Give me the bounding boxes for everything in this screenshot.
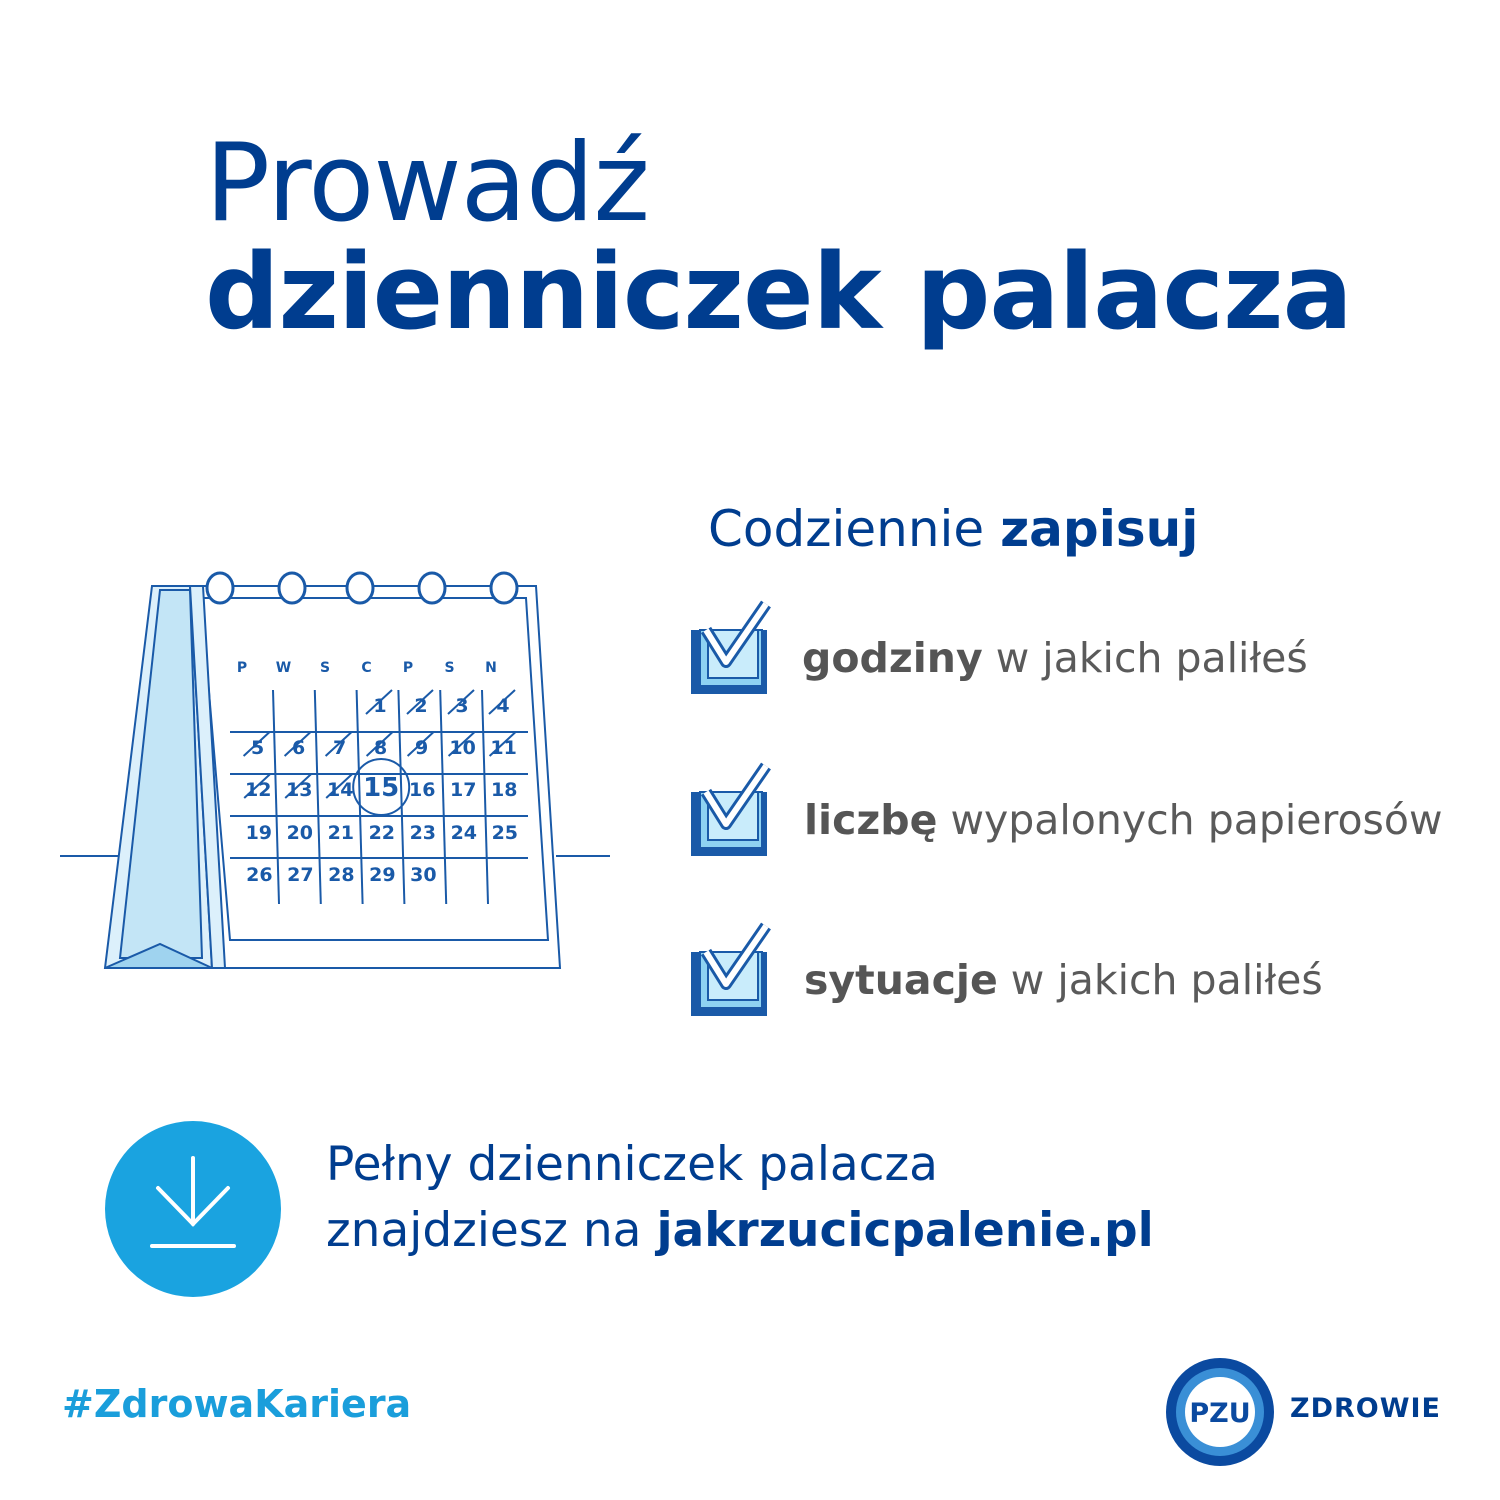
calendar-day: 26 [246,864,273,886]
calendar-day: 27 [287,864,314,886]
logo-mark: PZU [1189,1398,1251,1429]
hashtag: #ZdrowaKariera [62,1382,412,1426]
calendar-day: 28 [328,864,355,886]
page-title [205,121,1352,353]
calendar-weekday: N [485,660,497,676]
calendar-day: 12 [244,779,272,801]
checklist-item [688,922,1468,1022]
calendar-day: 8 [373,737,388,759]
checklist-item-bold: liczbę [804,796,938,844]
calendar-weekday: S [319,660,331,676]
calendar-weekday: P [236,660,248,676]
checklist-item-bold: sytuacje [804,956,998,1004]
calendar-today: 15 [363,773,400,803]
calendar-day: 4 [496,695,510,717]
checkbox-checked-icon [688,762,772,858]
checklist-heading [708,500,1198,558]
calendar-day: 1 [373,695,387,717]
checklist-item-text: wypalonych papierosów [937,796,1443,844]
calendar-day: 24 [450,822,478,844]
download-line-2-plain: znajdziesz na [326,1203,657,1258]
desk-calendar-illustration [60,568,620,978]
download-arrow-icon[interactable] [104,1120,282,1298]
calendar-weekday: C [361,660,372,676]
calendar-weekday: S [444,660,455,676]
calendar-day: 7 [332,737,347,759]
checklist-item [688,600,1468,700]
calendar-day: 23 [409,822,437,844]
title-line-1: Prowadź [205,121,650,246]
calendar-weekday: W [275,660,292,676]
calendar-day: 18 [490,779,518,801]
calendar-day: 13 [285,779,313,801]
calendar-day: 19 [245,822,273,844]
calendar-day: 9 [414,737,429,759]
checklist-item-text: w jakich paliłeś [982,634,1308,682]
calendar-day: 10 [449,737,476,759]
website-link[interactable]: jakrzucicpalenie.pl [656,1203,1154,1258]
calendar-day: 5 [250,737,265,759]
checklist-item-text: w jakich paliłeś [997,956,1323,1004]
download-line-1: Pełny dzienniczek palacza [326,1137,938,1192]
calendar-day: 6 [291,737,306,759]
checklist-heading-bold: zapisuj [1000,500,1199,558]
calendar-day: 3 [455,695,469,717]
calendar-day: 11 [490,737,517,759]
calendar-day: 2 [414,695,428,717]
pzu-logo-icon [1164,1356,1276,1468]
checklist-item [688,762,1468,862]
logo-text: ZDROWIE [1290,1393,1442,1424]
download-text [326,1132,1154,1264]
calendar-day: 16 [408,779,436,801]
checklist-item-bold: godziny [802,634,983,682]
calendar-day: 25 [491,822,519,844]
calendar-day: 17 [449,779,477,801]
calendar-day: 20 [286,822,314,844]
calendar-day: 22 [368,822,396,844]
calendar-day: 29 [369,864,396,886]
checklist-heading-plain: Codziennie [708,500,1001,558]
checkbox-checked-icon [688,922,772,1018]
checkbox-checked-icon [688,600,772,696]
title-line-2: dzienniczek palacza [205,231,1352,353]
calendar-weekday: P [402,660,414,676]
calendar-day: 21 [327,822,355,844]
calendar-day: 14 [326,779,354,801]
calendar-day: 30 [410,864,437,886]
download-line-2 [326,1198,1154,1264]
